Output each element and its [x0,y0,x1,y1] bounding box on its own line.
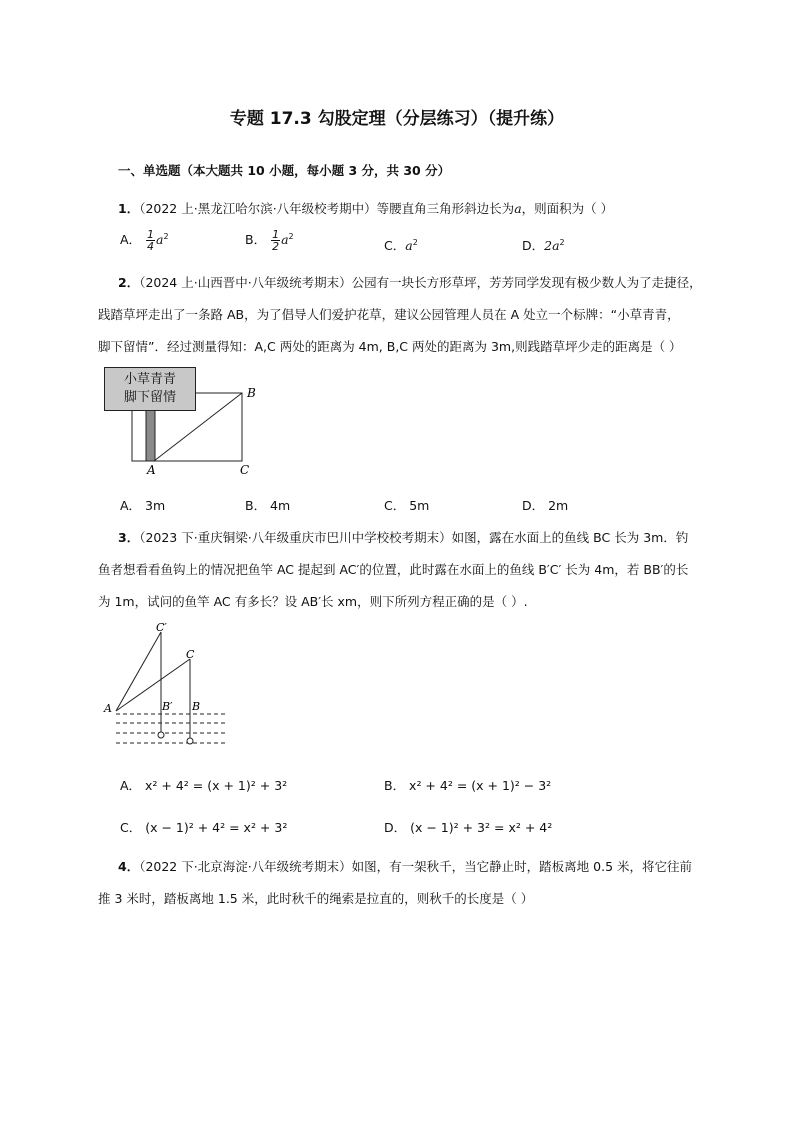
question-3-figure [100,616,240,751]
question-2-option-d[interactable]: D． 2m [522,498,569,513]
option-label: B． [245,232,267,247]
question-2-line-3: 脚下留情”．经过测量得知：A,C 两处的距离为 4m, B,C 两处的距离为 3m,则践踏草坪少走的距离是（ ） [98,339,682,354]
fraction: $\frac{1}{2}$ [272,228,280,253]
page-title: 专题 17.3 勾股定理（分层练习）（提升练） [229,109,565,129]
rod-ac [116,659,190,711]
question-1 [118,199,613,217]
option-expr: a [156,232,164,247]
question-3-option-b[interactable]: B． x² + 4² = (x + 1)² − 3² [384,778,552,793]
question-1-variable: a [514,201,522,216]
question-1-option-c[interactable] [384,236,418,254]
question-1-number: 1． [118,201,140,216]
point-a-label: A [147,463,156,477]
exponent: 2 [288,231,294,241]
question-2-line-2: 践踏草坪走出了一条路 AB，为了倡导人们爱护花草，建议公园管理人员在 A 处立一个标牌：“小草青青， [98,307,680,322]
option-label: C． [384,238,406,253]
question-2-option-c[interactable]: C． 5m [384,498,430,513]
question-3-option-a[interactable]: A． x² + 4² = (x + 1)² + 3² [120,778,288,793]
point-b-prime-label: B′ [162,700,173,713]
sign-post [146,410,155,461]
question-4-line-2: 推 3 米时，踏板离地 1.5 米，此时秋千的绳索是拉直的，则秋千的长度是（ ） [98,891,534,906]
hook-2-icon [187,738,193,744]
question-1-option-b[interactable] [245,229,294,252]
exponent: 2 [559,237,565,247]
question-1-option-d[interactable] [522,236,565,254]
question-3-line-1 [118,528,688,546]
question-3-line-3: 为 1m，试问的鱼竿 AC 有多长？设 AB′长 xm，则下所列方程正确的是（ ）. [98,594,528,609]
section-heading: 一、单选题（本大题共 10 小题，每小题 3 分，共 30 分） [118,163,451,178]
point-b-label: B [247,386,256,400]
fraction: $\frac{1}{4}$ [147,228,155,253]
question-3-text: （2023 下·重庆铜梁·八年级重庆市巴川中学校校考期末）如图，露在水面上的鱼线 BC 长为 3m．钓 [139,530,689,545]
question-3-number: 3． [118,530,140,545]
point-b-label: B [192,700,201,713]
option-expr: a [405,238,413,253]
question-1-text: （2022 上·黑龙江哈尔滨·八年级校考期中）等腰直角三角形斜边长为 [139,201,515,216]
option-expr: a [281,232,289,247]
point-a-label: A [104,702,112,715]
question-3-line-2: 鱼者想看看鱼钩上的情况把鱼竿 AC 提起到 AC′的位置，此时露在水面上的鱼线 B′C′ 长为 4m，若 BB′的长 [98,562,689,577]
question-2-text: （2024 上·山西晋中·八年级统考期末）公园有一块长方形草坪，芳芳同学发现有极少数人为了走捷径， [139,275,702,290]
hook-1-icon [158,732,164,738]
question-4-line-1 [118,857,692,875]
rod-ac-prime [116,632,161,711]
question-4-number: 4． [118,859,140,874]
option-expr: 2a [544,238,560,253]
question-1-tail: ，则面积为（ ） [521,201,614,216]
point-c-label: C [186,648,195,661]
question-2-number: 2． [118,275,140,290]
question-2-line-1 [118,273,702,291]
question-2-option-a[interactable]: A． 3m [120,498,166,513]
sign-text-line-1: 小草青青 [123,372,176,387]
sign-board [104,367,196,411]
point-c-label: C [240,463,250,477]
option-label: D． [522,238,545,253]
point-c-prime-label: C′ [156,621,167,634]
exponent: 2 [163,231,169,241]
question-1-option-a[interactable] [120,229,169,252]
option-label: A． [120,232,142,247]
question-3-option-d[interactable]: D． (x − 1)² + 3² = x² + 4² [384,820,553,835]
question-2-option-b[interactable]: B． 4m [245,498,291,513]
exponent: 2 [412,237,418,247]
sign-text-line-2: 脚下留情 [123,390,176,405]
question-3-option-c[interactable]: C． (x − 1)² + 4² = x² + 3² [120,820,288,835]
question-4-text: （2022 下·北京海淀·八年级统考期末）如图，有一架秋千，当它静止时，踏板离地 0.5 米，将它往前 [139,859,693,874]
